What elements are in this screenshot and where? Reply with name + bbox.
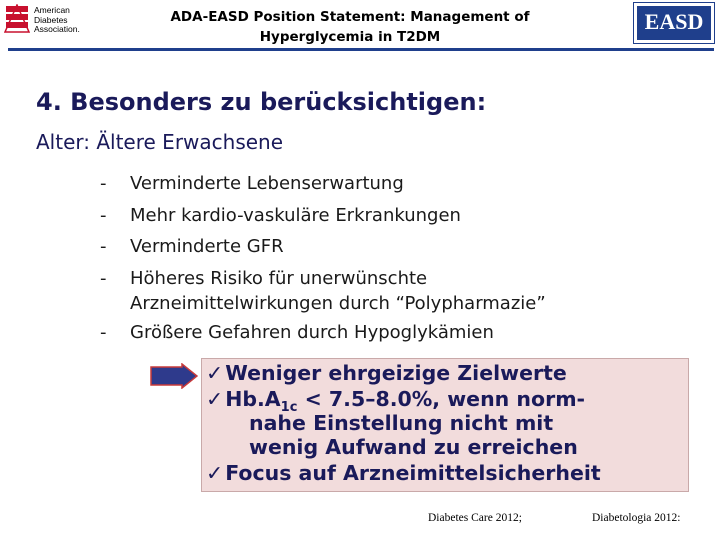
bullet-dash: - — [100, 322, 107, 343]
bullet-dash: - — [100, 267, 107, 289]
bullet-text: Größere Gefahren durch Hypoglykämien — [130, 322, 494, 343]
arrow-right-icon — [150, 363, 198, 389]
header-divider — [8, 48, 714, 51]
highlight-line-1 — [206, 361, 567, 385]
bullet-text: Verminderte Lebenserwartung — [130, 173, 404, 194]
bullet-dash: - — [100, 236, 107, 257]
section-title: 4. Besonders zu berücksichtigen: — [36, 88, 487, 116]
highlight-line-3: nahe Einstellung nicht mit — [249, 411, 554, 435]
checkmark-icon: ✓ — [206, 361, 224, 385]
bullet-dash: - — [100, 204, 107, 226]
ada-logo-text: American Diabetes Association. — [34, 5, 80, 35]
bullet-list — [100, 168, 660, 349]
easd-logo-text: EASD — [637, 6, 711, 40]
highlight-text: Weniger ehrgeizige Zielwerte — [225, 361, 567, 385]
list-item — [100, 231, 660, 263]
checkmark-icon: ✓ — [206, 387, 224, 411]
highlight-box — [201, 358, 689, 492]
reference-diabetes-care: Diabetes Care 2012; — [428, 512, 522, 524]
checkmark-icon: ✓ — [206, 461, 224, 485]
bullet-continuation: Arzneimittelwirkungen durch “Polypharmazie” — [130, 293, 546, 314]
highlight-line-4: wenig Aufwand zu erreichen — [249, 435, 578, 459]
bullet-text: Mehr kardio-vaskuläre Erkrankungen — [130, 204, 461, 226]
highlight-subscript: 1c — [280, 400, 298, 415]
reference-diabetologia: Diabetologia 2012: — [592, 512, 681, 524]
bullet-dash: - — [100, 173, 107, 194]
ada-logo — [4, 4, 96, 38]
bullet-text: Höheres Risiko für unerwünschte — [130, 267, 428, 289]
list-item — [100, 168, 660, 200]
header-title-line-2: Hyperglycemia in T2DM — [259, 29, 441, 45]
highlight-text: Hb.A — [225, 387, 281, 411]
list-item — [100, 200, 660, 232]
header-title — [120, 7, 580, 47]
highlight-text: < 7.5–8.0%, wenn norm- — [297, 387, 586, 411]
list-item — [100, 263, 660, 318]
subtitle: Alter: Ältere Erwachsene — [36, 130, 284, 154]
bullet-text: Verminderte GFR — [130, 236, 284, 257]
highlight-text: Focus auf Arzneimittelsicherheit — [225, 461, 601, 485]
list-item — [100, 317, 660, 349]
header-title-line-1: ADA-EASD Position Statement: Management of — [170, 9, 530, 25]
highlight-line-5 — [206, 461, 601, 485]
easd-logo — [633, 2, 715, 44]
ada-logo-icon — [4, 4, 30, 34]
